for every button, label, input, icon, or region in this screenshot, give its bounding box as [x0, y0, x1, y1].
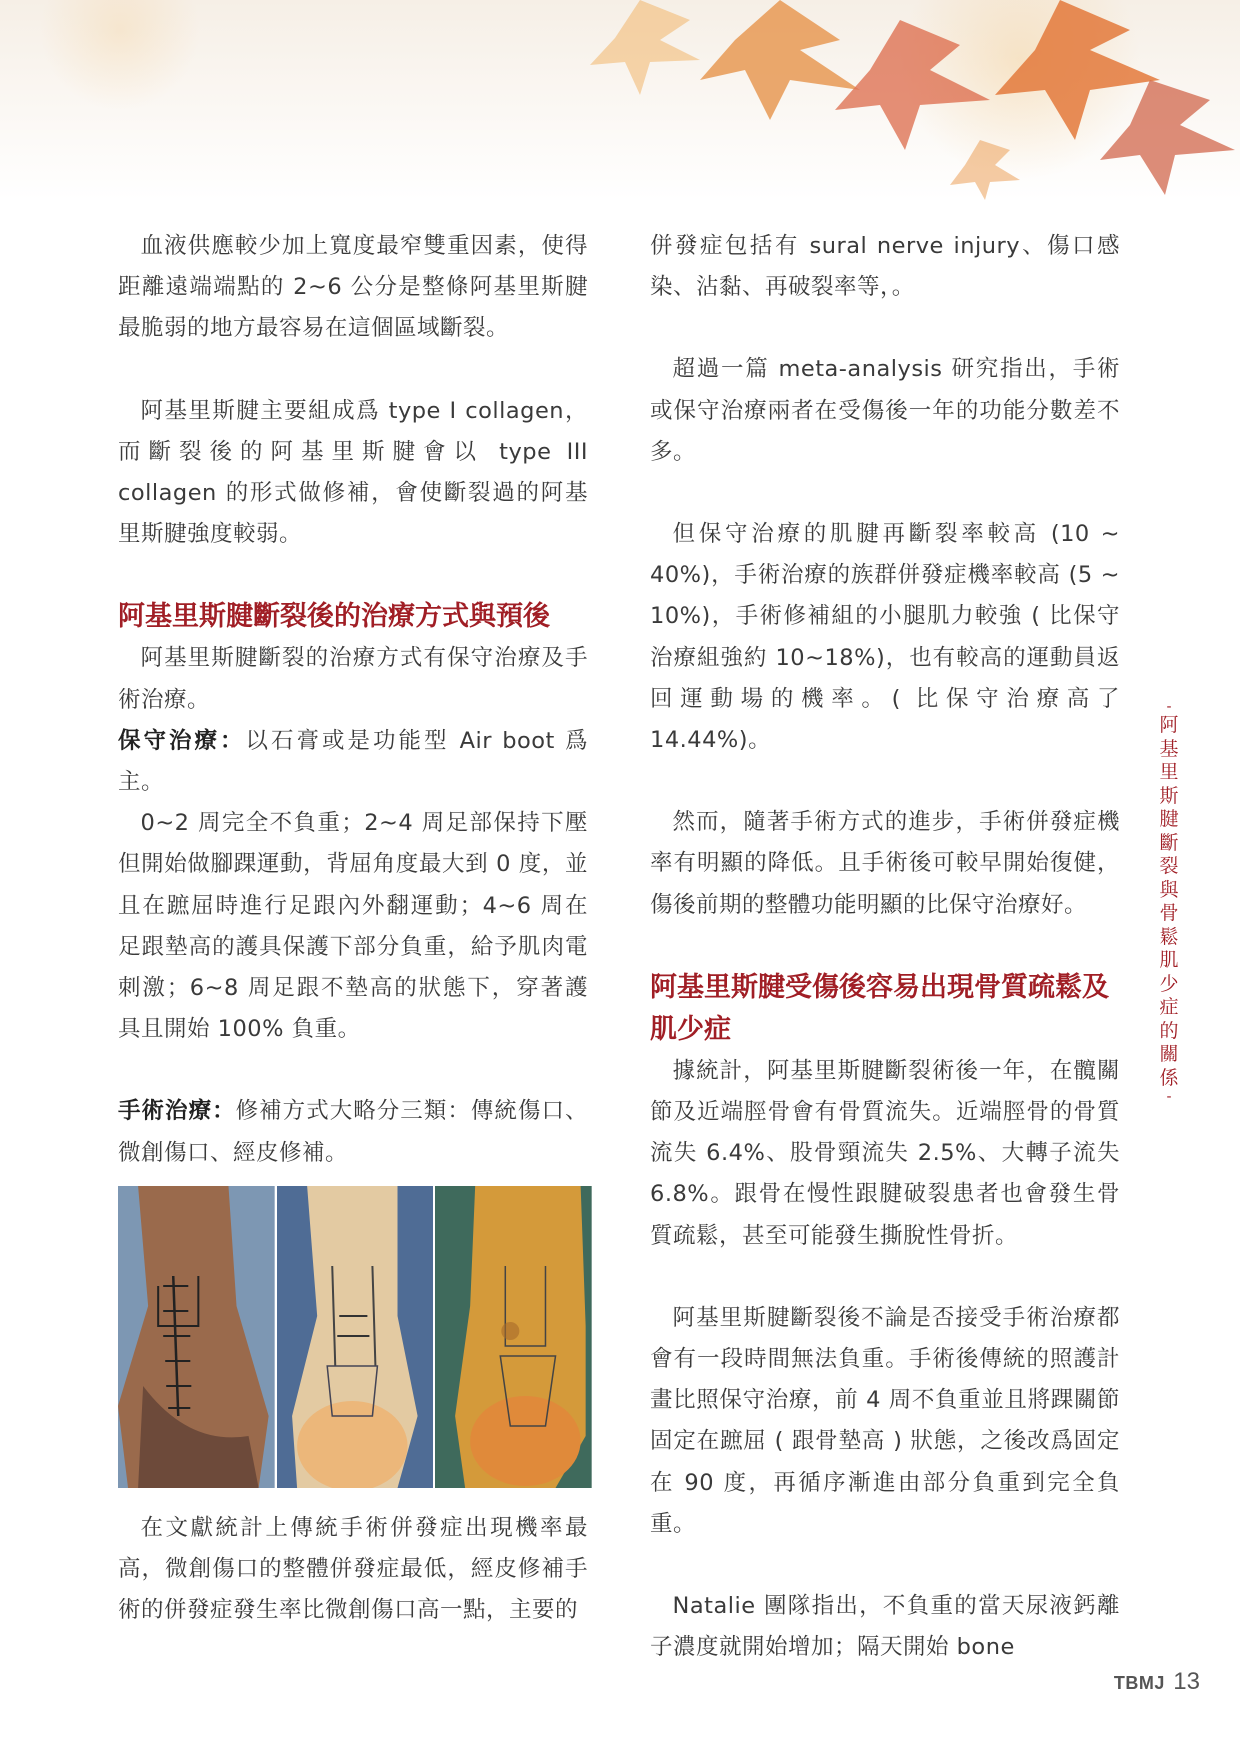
paragraph: Natalie 團隊指出，不負重的當天尿液鈣離子濃度就開始增加；隔天開始 bone [650, 1593, 1120, 1661]
surgical-leg-photo-minimally-invasive [277, 1186, 434, 1488]
magazine-name: TBMJ [1113, 1673, 1165, 1693]
side-title-char: 斷 [1159, 831, 1179, 854]
right-column [650, 226, 1120, 1668]
paragraph: 在文獻統計上傳統手術併發症出現機率最高，微創傷口的整體併發症最低，經皮修補手術的併發症發生率比微創傷口高一點，主要的 [118, 1514, 588, 1624]
autumn-leaves-decoration [0, 0, 1240, 200]
side-title-char: 阿 [1159, 714, 1179, 736]
paragraph: 然而，隨著手術方式的進步，手術併發症機率有明顯的降低。且手術後可較早開始復健，傷後前期的整體功能明顯的比保守治療好。 [650, 809, 1120, 918]
surgical-leg-photo-traditional [118, 1186, 275, 1488]
side-title-char: 關 [1159, 1043, 1179, 1065]
surgical-text: 修補方式大略分三類：傳統傷口、微創傷口、經皮修補。 [118, 1098, 588, 1166]
page-number: 13 [1173, 1668, 1200, 1695]
side-title-char: 骨 [1159, 902, 1179, 924]
surgical-label: 手術治療： [118, 1098, 236, 1125]
conservative-text: 以石膏或是功能型 Air boot 爲主。 [118, 727, 588, 796]
paragraph: 阿基里斯腱主要組成爲 type I collagen，而斷裂後的阿基里斯腱會以 type III collagen 的形式做修補，會使斷裂過的阿基里斯腱強度較弱。 [118, 397, 588, 548]
paragraph: 阿基里斯腱斷裂的治療方式有保守治療及手術治療。 [118, 645, 588, 713]
paragraph: 血液供應較少加上寬度最窄雙重因素，使得距離遠端端點的 2~6 公分是整條阿基里斯腱最脆弱的地方最容易在這個區域斷裂。 [118, 233, 588, 342]
surgical-leg-photo-percutaneous [435, 1186, 592, 1488]
side-title-char: 肌 [1159, 949, 1179, 971]
section-heading: 阿基里斯腱受傷後容易出現骨質疏鬆及肌少症 [650, 971, 1109, 1045]
paragraph: 阿基里斯腱斷裂後不論是否接受手術治療都會有一段時間無法負重。手術後傳統的照護計畫比照保守治療，前 4 周不負重並且將踝關節固定在蹠屈 ( 跟骨墊高 ) 狀態，之後改爲固定在 90 度，再循序漸進由部分負重到完全負重。 [650, 1304, 1120, 1537]
side-title-char: 里 [1159, 761, 1179, 783]
side-section-title: - 阿 基 里 斯 腱 斷 裂 與 骨 鬆 肌 少 症 的 關 係 - [1159, 699, 1179, 1105]
side-title-char: 少 [1159, 972, 1179, 995]
paragraph: 據統計，阿基里斯腱斷裂術後一年，在髖關節及近端脛骨會有骨質流失。近端脛骨的骨質流失 6.4%、股骨頸流失 2.5%、大轉子流失 6.8%。跟骨在慢性跟腱破裂患者也會發生骨質疏鬆，甚至可能發生撕脫性骨折。 [650, 1057, 1120, 1249]
paragraph [118, 1091, 588, 1173]
side-title-char: 裂 [1159, 855, 1179, 877]
paragraph: 但保守治療的肌腱再斷裂率較高 (10 ~ 40%)，手術治療的族群併發症機率較高 (5 ~ 10%)，手術修補組的小腿肌力較強 ( 比保守治療組強約 10~18%)，也有較高的運動員返回運動場的機率。( 比保守治療高了 14.44%)。 [650, 521, 1120, 754]
section-heading: 阿基里斯腱斷裂後的治療方式與預後 [118, 601, 550, 633]
side-title-char: 斯 [1159, 784, 1179, 807]
left-column [118, 226, 588, 1631]
paragraph: 0~2 周完全不負重；2~4 周足部保持下壓但開始做腳踝運動，背屈角度最大到 0 度，並且在蹠屈時進行足跟內外翻運動；4~6 周在足跟墊高的護具保護下部分負重，給予肌肉電刺激；6~8 周足跟不墊高的狀態下，穿著護具且開始 100% 負重。 [118, 810, 588, 1043]
side-title-char: 的 [1159, 1019, 1179, 1042]
page-footer [1114, 1668, 1200, 1696]
side-title-char: 腱 [1159, 808, 1179, 830]
side-title-char: 係 [1159, 1066, 1179, 1089]
paragraph: 超過一篇 meta-analysis 研究指出，手術或保守治療兩者在受傷後一年的功能分數差不多。 [650, 356, 1120, 465]
side-title-char: 基 [1159, 737, 1179, 760]
side-title-char: 與 [1159, 878, 1179, 901]
surgical-photos [118, 1186, 592, 1488]
conservative-label: 保守治療： [118, 727, 246, 754]
side-title-char: 症 [1159, 996, 1179, 1018]
paragraph: 併發症包括有 sural nerve injury、傷口感染、沾黏、再破裂率等，。 [650, 233, 1120, 301]
side-title-char: 鬆 [1159, 925, 1179, 948]
paragraph [118, 721, 588, 803]
